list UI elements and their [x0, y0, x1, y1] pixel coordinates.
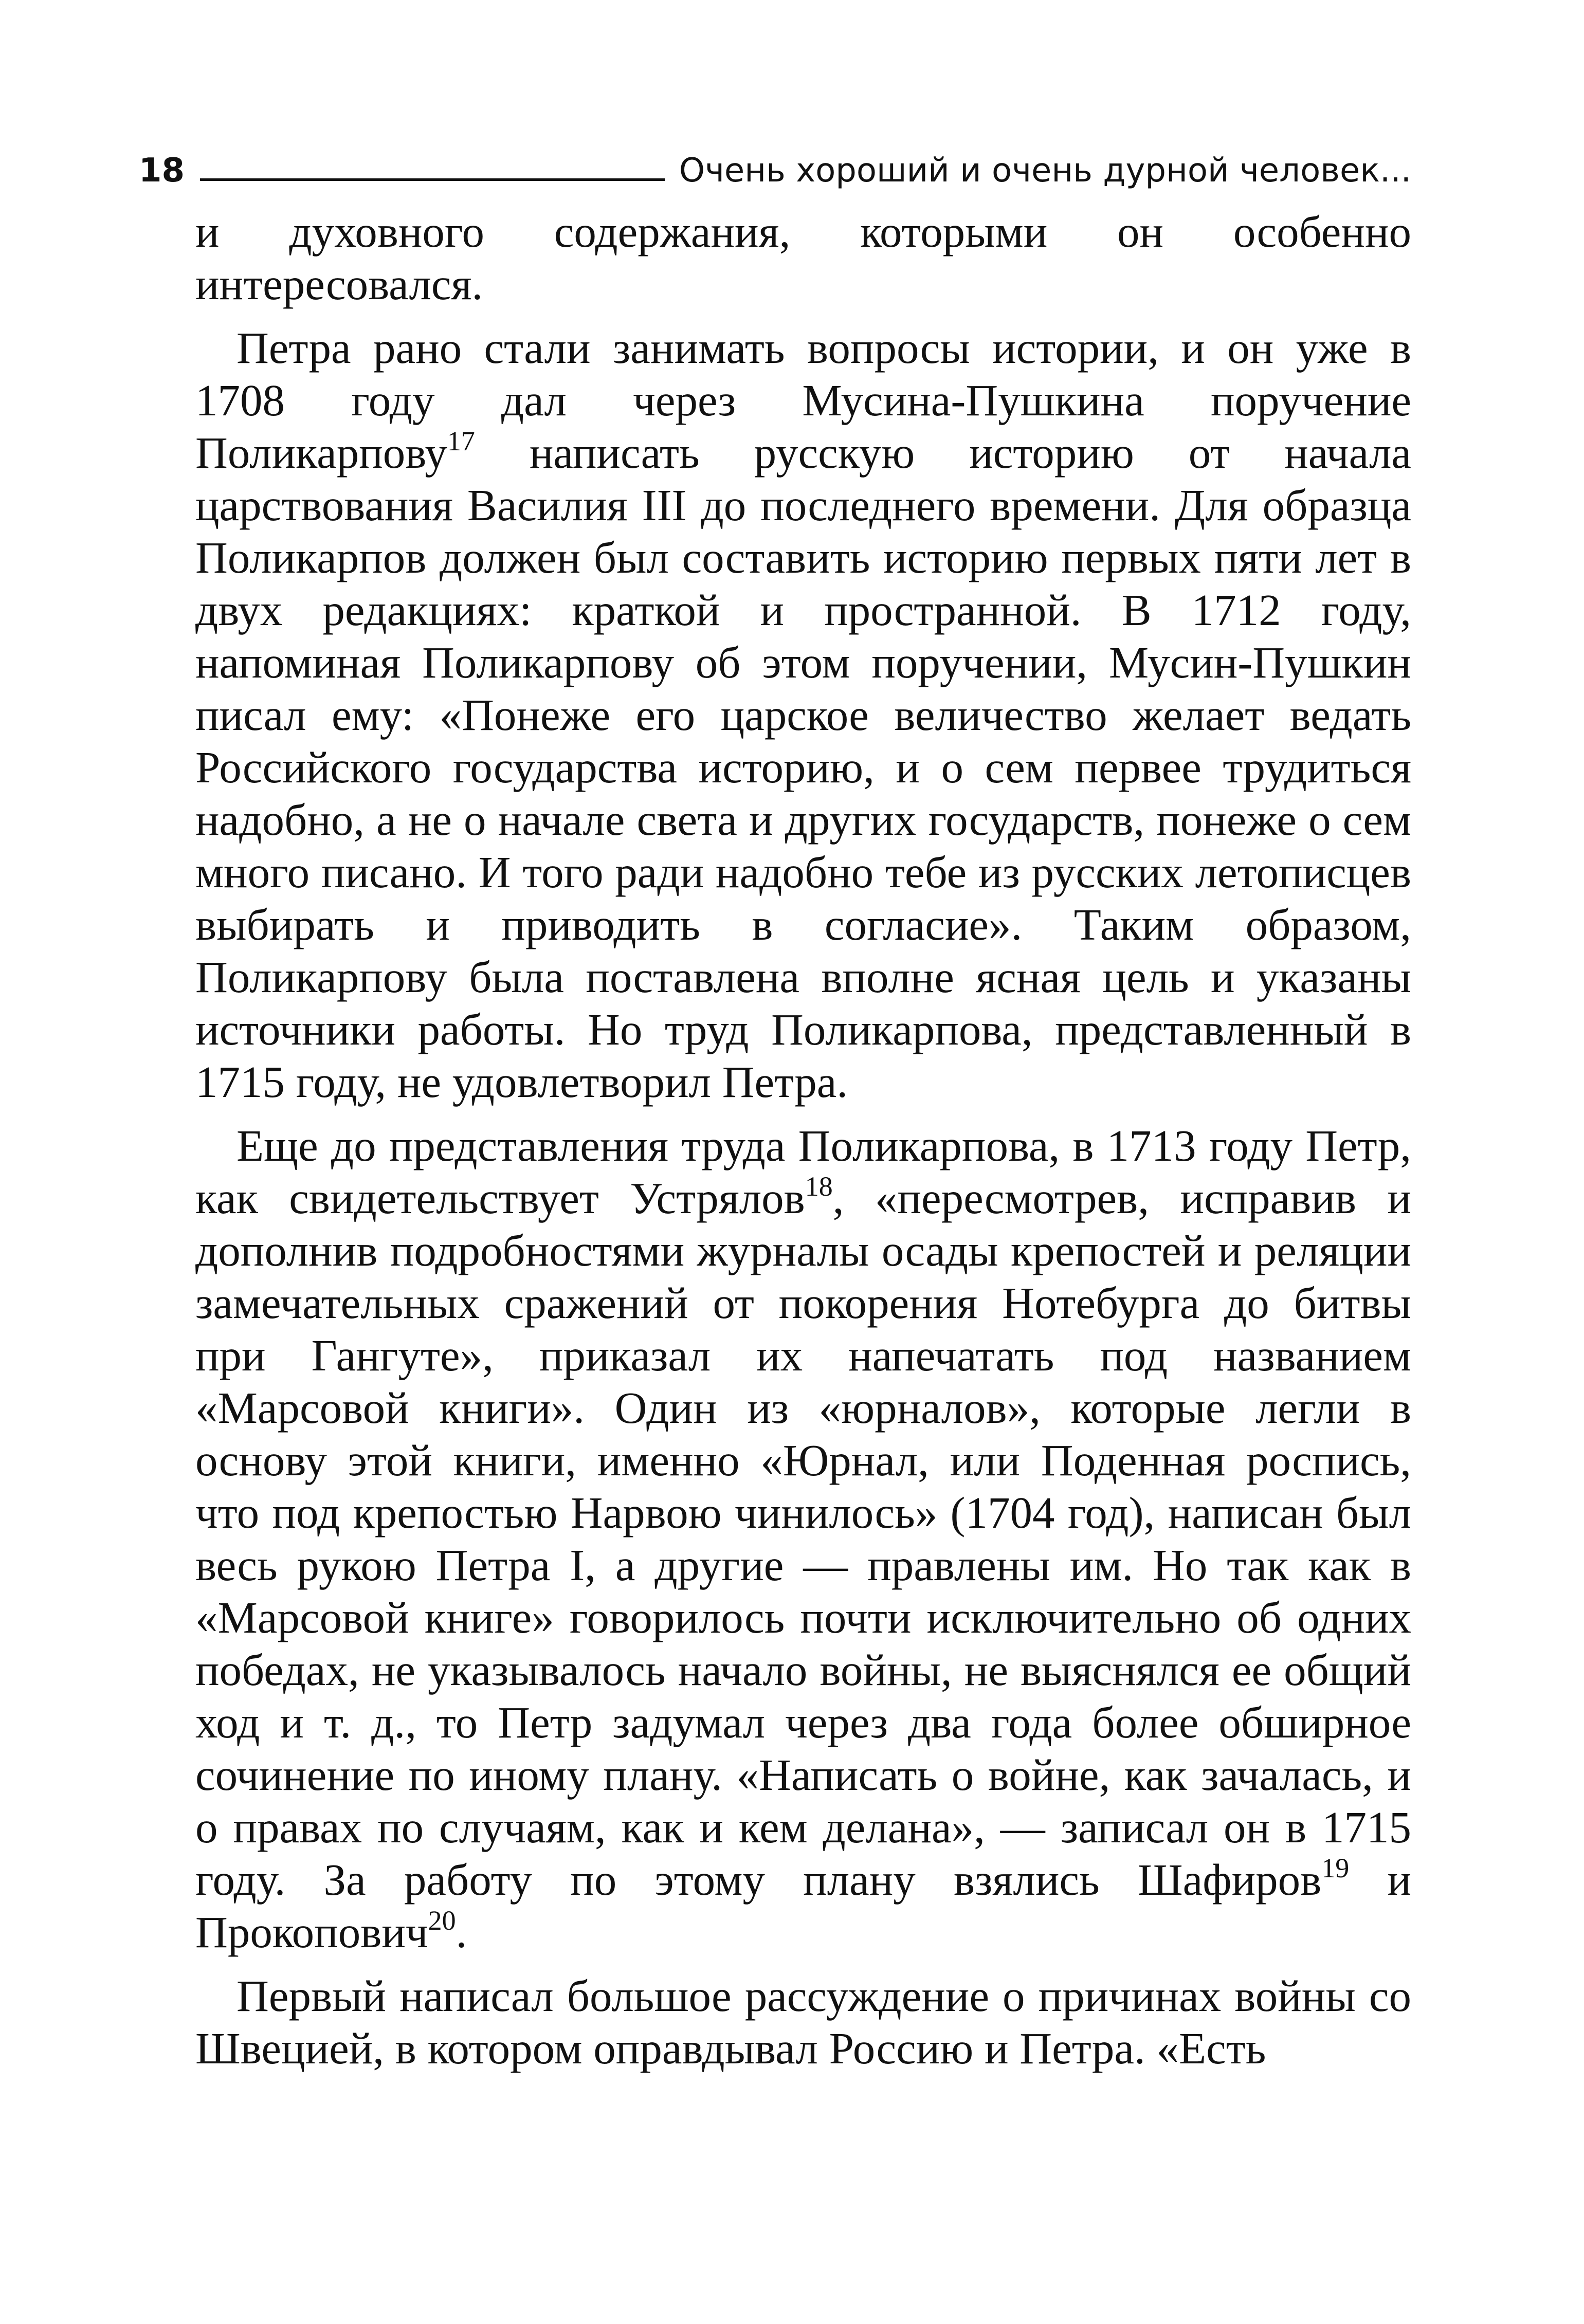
paragraph — [195, 322, 1411, 1108]
text-segment: Первый написал большое рассуждение о причинах войны со Швецией, в котором оправдывал Россию и Петра. «Есть — [195, 1971, 1411, 2073]
text-segment: и духовного содержания, которыми он особенно интересовался. — [195, 207, 1411, 309]
paragraph — [195, 1970, 1411, 2075]
text-segment: Петра рано стали занимать вопросы истории, и он уже в 1708 году дал через Мусина-Пушкина поручение Поликарпову — [195, 323, 1411, 478]
text-segment: , «пересмотрев, исправив и дополнив подробностями журналы осады крепостей и реляции замечательных сражений от покорения Нотебурга до битвы при Гангуте», приказал их напечатать под названием «Марсовой книги». Один из «юрналов», которые легли в основу этой книги, именно «Юрнал, или Поденная роспись, что под крепостью Нарвою чинилось» (1704 год), написан был весь рукою Петра I, а другие — правлены им. Но так как в «Марсовой книге» говорилось почти исключительно об одних победах, не указывалось начало войны, не выяснялся ее общий ход и т. д., то Петр задумал через два года более обширное сочинение по иному плану. «Написать о войне, как зачалась, и о правах по случаям, как и кем делана», — записал он в 1715 году. За работу по этому плану взялись Шафиров — [195, 1173, 1411, 1905]
text-segment: написать русскую историю от начала царствования Василия III до последнего времени. Для образца Поликарпов должен был составить историю первых пяти лет в двух редакциях: краткой и пространной. В 1712 году, напоминая Поликарпову об этом поручении, Мусин-Пушкин писал ему: «Понеже его царское величество желает ведать Российского государства историю, и о сем первее трудиться надобно, а не о начале света и других государств, понеже о сем много писано. И того ради надобно тебе из русских летописцев выбирать и приводить в согласие». Таким образом, Поликарпову была поставлена вполне ясная цель и указаны источники работы. Но труд Поликарпова, представленный в 1715 году, не удовлетворил Петра. — [195, 428, 1411, 1107]
body-text — [195, 206, 1411, 2075]
text-segment: Еще до представления труда Поликарпова, в 1713 году Петр, как свидетельствует Устрялов — [195, 1121, 1411, 1223]
footnote-ref-19: 19 — [1321, 1853, 1350, 1883]
header-rule — [200, 178, 665, 181]
running-head — [139, 129, 1411, 190]
text-segment: и Прокопович — [195, 1855, 1411, 1957]
text-segment: . — [456, 1907, 467, 1957]
paragraph-continuation — [195, 206, 1411, 310]
paragraph — [195, 1120, 1411, 1959]
footnote-ref-17: 17 — [447, 426, 475, 456]
page-number: 18 — [139, 152, 185, 190]
footnote-ref-18: 18 — [805, 1171, 833, 1202]
running-title: Очень хороший и очень дурной человек... — [679, 152, 1411, 190]
footnote-ref-20: 20 — [428, 1905, 456, 1936]
